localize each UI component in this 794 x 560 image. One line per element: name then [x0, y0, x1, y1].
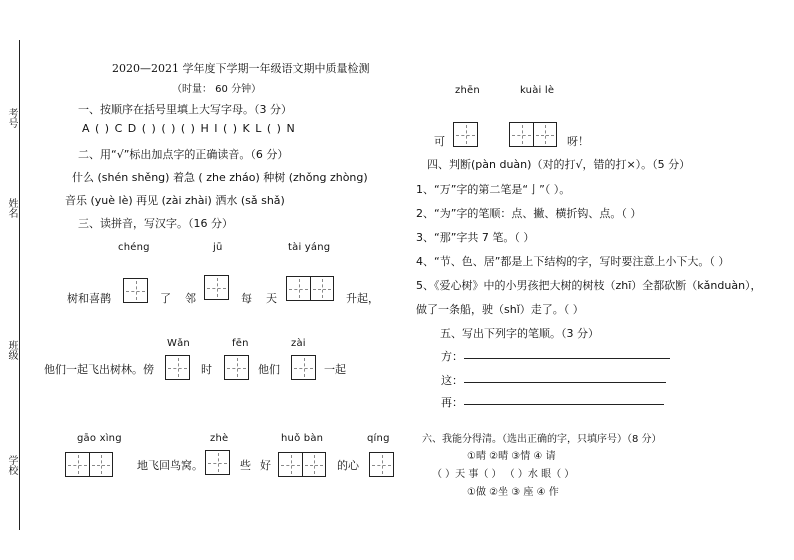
pinyin-huoban: huǒ bàn — [281, 433, 324, 444]
row1-text-6: 升起， — [346, 292, 379, 305]
class-label: 班级 — [6, 340, 17, 360]
char-box-kuaile[interactable] — [509, 122, 557, 147]
char-box-fen[interactable] — [224, 355, 249, 380]
pinyin-gaoxing: gāo xìng — [77, 433, 122, 444]
q4-item-5: 5、《爱心树》中的小男孩把大树的树枝（zhī）全都砍断（kǎnduàn）， — [416, 279, 762, 292]
char-box-huoban[interactable] — [278, 452, 326, 477]
q2-line2: 音乐 (yuè lè) 再见 (zài zhài) 洒水 (sǎ shǎ) — [65, 194, 285, 207]
pinyin-zai: zài — [291, 338, 306, 349]
q5-line-fang[interactable] — [464, 358, 670, 359]
binding-line — [19, 40, 20, 530]
pinyin-ju: jū — [213, 242, 223, 253]
q2-line1: 什么 (shén shěng) 着急 ( zhe zháo) 种树 (zhǒng zhòng) — [72, 171, 368, 184]
pinyin-wan: Wǎn — [167, 338, 190, 349]
q5-char-zhe: 这： — [441, 374, 463, 387]
q4-item-2: 2、“为”字的笔顺：点、撇、横折钩、点。（ ） — [416, 207, 642, 220]
q4-item-4: 4、“节、色、居”都是上下结构的字，写时要注意上小下大。（ ） — [416, 255, 730, 268]
q6-fill-row: （ ）天 事（ ） （ ）水 眼（ ） — [432, 469, 575, 480]
q5-line-zhe[interactable] — [464, 382, 666, 383]
exam-time: （时量： 60 分钟） — [172, 84, 262, 95]
exam-no-label: 考号 — [6, 108, 17, 128]
pinyin-qing: qíng — [367, 433, 390, 444]
row1-text-3: 邻 — [185, 292, 196, 305]
q5-char-fang: 方： — [441, 350, 463, 363]
q6-options-1: ①晴 ②晴 ③情 ④ 请 — [467, 451, 556, 462]
pinyin-taiyang: tài yáng — [288, 242, 331, 253]
q4-item-3: 3、“那”字共 7 笔。（ ） — [416, 231, 535, 244]
pinyin-fen: fēn — [232, 338, 249, 349]
row2-text-3: 他们 — [258, 363, 280, 376]
exam-title: 2020—2021 学年度下学期一年级语文期中质量检测 — [112, 62, 370, 75]
row4-text-1: 可 — [434, 135, 445, 148]
name-label: 姓名 — [6, 198, 17, 218]
char-box-gaoxing[interactable] — [65, 452, 113, 477]
char-box-taiyang[interactable] — [286, 276, 334, 301]
pinyin-cheng: chéng — [118, 242, 150, 253]
row3-text-4: 的心 — [337, 459, 359, 472]
q2-heading: 二、用“√”标出加点字的正确读音。（6 分） — [78, 148, 289, 161]
char-box-zhe[interactable] — [205, 450, 230, 475]
q4-item-5-cont: 做了一条船，驶（shǐ）走了。（ ） — [416, 303, 584, 316]
pinyin-zhen: zhēn — [455, 85, 480, 96]
char-box-qing[interactable] — [369, 452, 394, 477]
char-box-zai[interactable] — [291, 355, 316, 380]
q4-heading: 四、判断(pàn duàn)（对的打√，错的打×）。（5 分） — [427, 158, 691, 171]
row2-text-2: 时 — [201, 363, 212, 376]
pinyin-kuaile: kuài lè — [520, 85, 555, 96]
row3-text-1: 地飞回鸟窝。 — [137, 459, 203, 472]
q5-char-zai: 再： — [441, 396, 463, 409]
row1-text-2: 了 — [160, 292, 171, 305]
q3-heading: 三、读拼音，写汉字。（16 分） — [78, 217, 233, 230]
q6-heading: 六、我能分得清。（选出正确的字，只填序号）（8 分） — [422, 434, 662, 445]
row3-text-3: 好 — [260, 459, 271, 472]
q1-sequence: A ( ) C D ( ) ( ) ( ) H I ( ) K L ( ) N — [82, 122, 296, 135]
char-box-zhen[interactable] — [453, 122, 478, 147]
q4-item-1: 1、“万”字的第二笔是“亅”（ ）。 — [416, 183, 571, 196]
char-box-cheng[interactable] — [123, 278, 148, 303]
row2-text-4: 一起 — [324, 363, 346, 376]
row4-text-2: 呀！ — [567, 135, 589, 148]
row1-text-5: 天 — [266, 292, 277, 305]
q5-heading: 五、写出下列字的笔顺。（3 分） — [440, 327, 599, 340]
row2-text-1: 他们一起飞出树林。傍 — [44, 363, 154, 376]
char-box-ju[interactable] — [204, 275, 229, 300]
q5-line-zai[interactable] — [464, 404, 664, 405]
q1-heading: 一、按顺序在括号里填上大写字母。（3 分） — [78, 103, 292, 116]
row1-text-1: 树和喜鹊 — [67, 292, 111, 305]
school-label: 学校 — [6, 455, 17, 475]
row1-text-4: 每 — [241, 292, 252, 305]
q6-options-2: ①做 ②坐 ③ 座 ④ 作 — [467, 487, 559, 498]
pinyin-zhe: zhè — [210, 433, 229, 444]
row3-text-2: 些 — [240, 459, 251, 472]
char-box-wan[interactable] — [165, 355, 190, 380]
